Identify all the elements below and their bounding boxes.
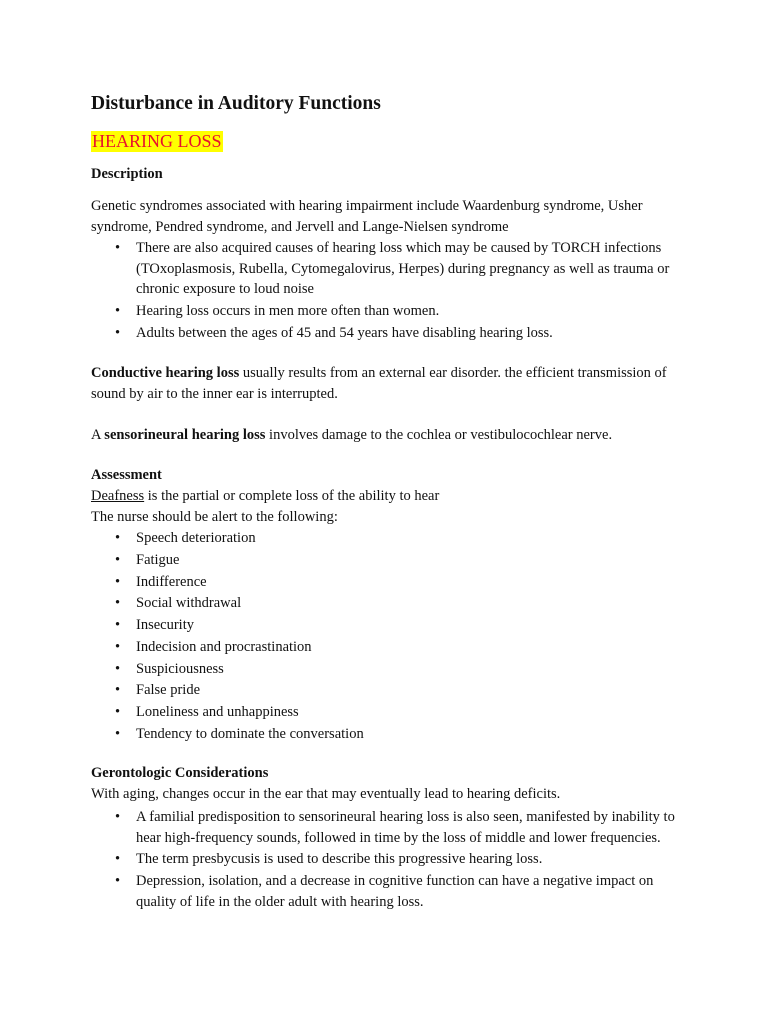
conductive-paragraph	[91, 363, 681, 405]
list-item-text: Depression, isolation, and a decrease in cognitive function can have a negative impact on quality of life in the older adult with hearing loss.	[136, 873, 654, 910]
bullet-icon: •	[115, 809, 121, 825]
bullet-icon: •	[115, 324, 121, 341]
list-item-text: Fatigue	[136, 551, 180, 568]
sensorineural-prefix: A	[91, 427, 105, 443]
nurse-alert-line: The nurse should be alert to the following:	[91, 509, 338, 525]
sensorineural-text: involves damage to the cochlea or vestibulocochlear nerve.	[265, 427, 613, 443]
hearing-loss-heading: HEARING LOSS	[92, 131, 222, 151]
list-item-text: Loneliness and unhappiness	[136, 704, 299, 721]
list-item-text: Insecurity	[136, 617, 194, 634]
list-item	[91, 238, 681, 300]
list-item	[91, 323, 681, 344]
list-item	[91, 659, 681, 680]
assessment-bullet-list	[91, 528, 681, 746]
conductive-text: usually results from an external ear disorder. the efficient transmission of sound by air to the inner ear is interrupted.	[91, 365, 667, 402]
bullet-icon: •	[115, 551, 121, 568]
bullet-icon: •	[115, 573, 121, 590]
bullet-icon: •	[115, 726, 121, 743]
sensorineural-term: sensorineural hearing loss	[104, 427, 266, 443]
bullet-icon: •	[115, 638, 121, 655]
bullet-icon: •	[115, 302, 121, 319]
list-item-text: Indecision and procrastination	[136, 638, 312, 655]
bullet-icon: •	[115, 873, 121, 890]
deafness-definition	[91, 486, 439, 507]
list-item-text: False pride	[136, 682, 201, 699]
deafness-term: Deafness	[91, 488, 145, 504]
list-item	[91, 572, 681, 593]
list-item	[91, 637, 681, 658]
deafness-text: is the partial or complete loss of the ability to hear	[144, 488, 440, 504]
list-item	[91, 702, 681, 723]
bullet-icon: •	[115, 660, 121, 677]
list-item-text: A familial predisposition to sensorineural hearing loss is also seen, manifested by inability to hear high-frequency sounds, followed in time by the loss of middle and lower frequencies.	[136, 809, 675, 846]
list-item-text: Tendency to dominate the conversation	[136, 726, 364, 743]
list-item-text: There are also acquired causes of hearing loss which may be caused by TORCH infections (TOxoplasmosis, Rubella, Cytomegalovirus, Herpes) during pregnancy as well as trauma or chronic exposure to loud noise	[136, 240, 670, 298]
list-item	[91, 849, 681, 870]
list-item-text: Adults between the ages of 45 and 54 years have disabling hearing loss.	[136, 324, 553, 341]
bullet-icon: •	[115, 595, 121, 612]
list-item	[91, 550, 681, 571]
bullet-icon: •	[115, 240, 121, 256]
bullet-icon: •	[115, 682, 121, 699]
list-item-text: The term presbycusis is used to describe this progressive hearing loss.	[136, 851, 543, 868]
gerontologic-bullet-list	[91, 807, 681, 914]
list-item	[91, 680, 681, 701]
bullet-icon: •	[115, 704, 121, 721]
gerontologic-intro: With aging, changes occur in the ear that may eventually lead to hearing deficits.	[91, 786, 561, 802]
list-item-text: Hearing loss occurs in men more often than women.	[136, 302, 440, 319]
document-title: Disturbance in Auditory Functions	[91, 93, 381, 114]
list-item-text: Speech deterioration	[136, 530, 256, 546]
conductive-term: Conductive hearing loss	[91, 365, 240, 381]
assessment-heading: Assessment	[91, 467, 162, 483]
list-item-text: Indifference	[136, 573, 207, 590]
description-bullet-list	[91, 238, 681, 345]
gerontologic-heading: Gerontologic Considerations	[91, 765, 269, 781]
list-item-text: Suspiciousness	[136, 660, 224, 677]
list-item	[91, 724, 681, 745]
list-item	[91, 807, 681, 848]
bullet-icon: •	[115, 530, 121, 546]
list-item	[91, 593, 681, 614]
list-item	[91, 301, 681, 322]
bullet-icon: •	[115, 617, 121, 634]
list-item-text: Social withdrawal	[136, 595, 242, 612]
sensorineural-paragraph	[91, 425, 681, 446]
description-heading: Description	[91, 166, 163, 182]
list-item	[91, 615, 681, 636]
bullet-icon: •	[115, 851, 121, 868]
description-intro: Genetic syndromes associated with hearing impairment include Waardenburg syndrome, Usher syndrome, Pendred syndrome, and Jervell and Lange-Nielsen syndrome	[91, 198, 643, 235]
list-item	[91, 871, 681, 912]
list-item	[91, 528, 681, 549]
